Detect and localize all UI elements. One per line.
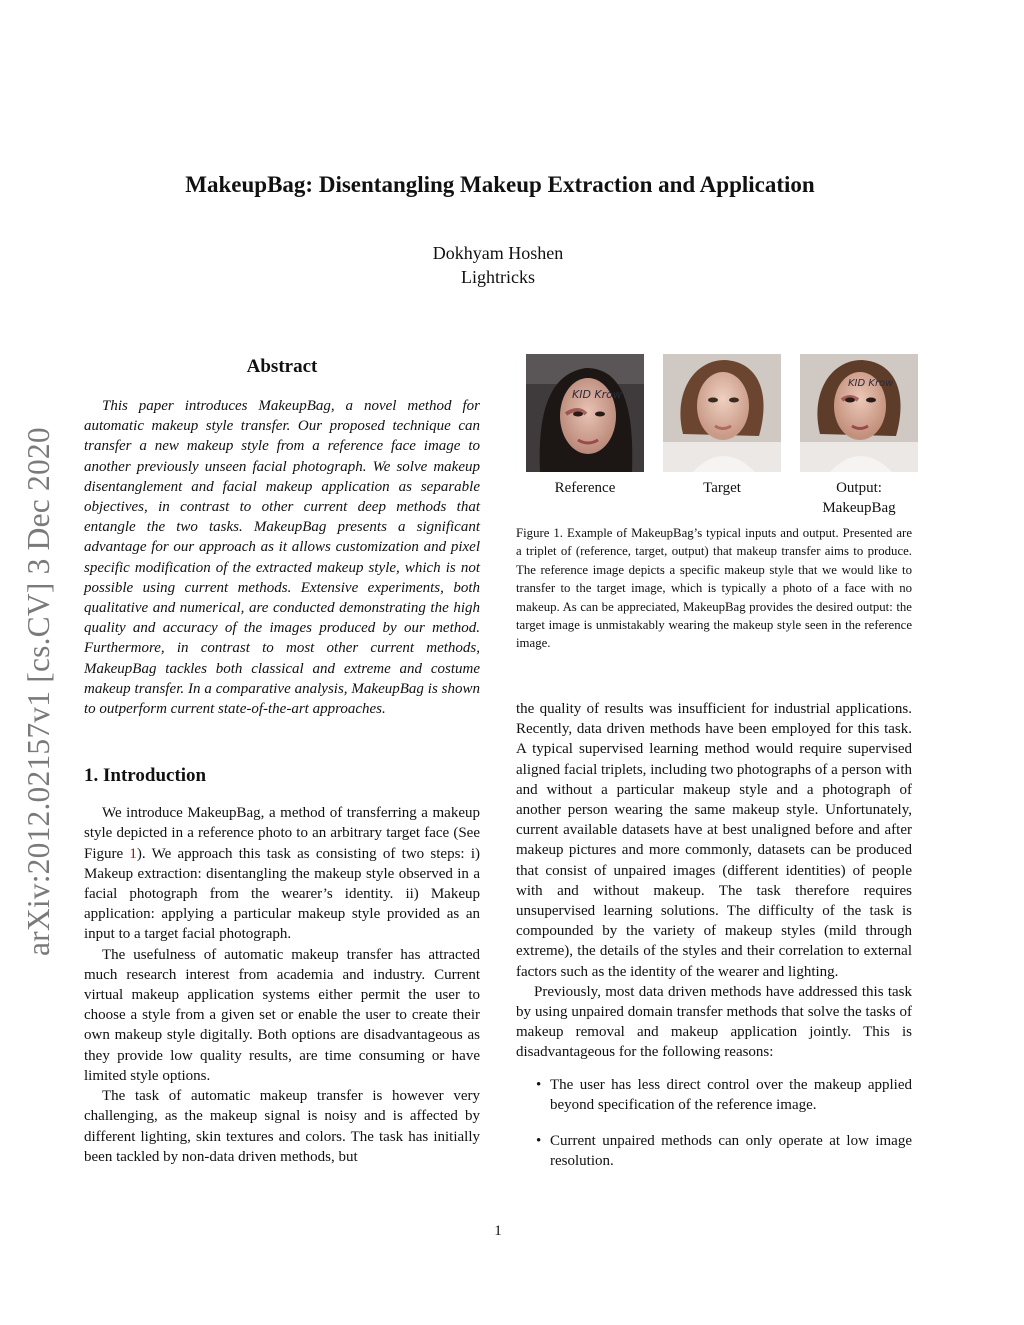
author-block — [0, 241, 996, 289]
label-output: Output: MakeupBag — [822, 480, 896, 516]
figure-1-caption: Figure 1. Example of MakeupBag’s typical inputs and output. Presented are a triplet of (reference, target, output) that makeup transfer aims to produce. The reference image depicts a specific makeup style that we would like to transfer to the target image, which is typically a photo of a face with no makeup. As can be appreciated, MakeupBag provides the desired output: the target image is unmistakably wearing the makeup style seen in the reference image. — [516, 526, 912, 651]
introduction-heading: 1. Introduction — [84, 765, 207, 787]
output-photo — [800, 354, 918, 472]
intro-p1-text-a: We introduce MakeupBag, a method of transferring a makeup style depicted in a reference photo to an arbitrary target face (See Figure — [84, 805, 480, 862]
intro-paragraph-2: The usefulness of automatic makeup transfer has attracted much research interest from academia and industry. Current virtual makeup application systems either permit the user to choose a style from a given set or enable the user to create their own makeup style digitally. Both options are disadvantageous as they provide low quality results, are time consuming or have limited style options. — [84, 946, 480, 1084]
intro-paragraph-3: The task of automatic makeup transfer is however very challenging, as the makeup signal is noisy and is affected by different lighting, skin textures and colors. The task has initially been tackled by non-data driven methods, but — [84, 1088, 480, 1165]
abstract-text: This paper introduces MakeupBag, a novel method for automatic makeup style transfer. Our proposed technique can transfer a new makeup style from a reference face image to another previously unseen facial photograph. We solve makeup disentanglement and facial makeup application as separable objectives, in contrast to other current deep methods that entangle the two tasks. MakeupBag presents a significant advantage for our approach as it allows customization and pixel specific modification of the extracted makeup style, which is not possible using current methods. Extensive experiments, both qualitative and numerical, are conducted demonstrating the high quality and accuracy of the images produced by our method. Furthermore, in contrast to most other current methods, MakeupBag tackles both classical and extreme and costume makeup transfer. In a comparative analysis, MakeupBag is shown to outperform current state-of-the-art approaches. — [84, 398, 480, 718]
intro-paragraph-1 — [84, 803, 480, 944]
right-paragraph-1: the quality of results was insufficient for industrial applications. Recently, data driven methods have been employed for this task. A typical supervised learning method would require supervised aligned facial triplets, including two photographs of a person with and without a particular makeup style and a photograph of another person wearing the same makeup style. Unfortunately, current available datasets have at best unaligned before and after makeup pictures and more commonly, datasets can be produced that consist of unpaired images (different identities) of people with and without makeup. The task therefore requires unsupervised learning solutions. The difficulty of the task is compounded by the variety of makeup styles (mild through extreme), the details of the styles and their correlation to external factors such as the identity of the wearer and lighting. — [516, 701, 912, 980]
abstract-heading: Abstract — [246, 356, 318, 377]
label-target: Target — [703, 480, 741, 496]
arxiv-identifier: arXiv:2012.02157v1 [cs.CV] 3 Dec 2020 — [21, 427, 56, 956]
figure-1 — [516, 354, 912, 653]
list-item: • Current unpaired methods can only operate at low image resolution. — [536, 1133, 912, 1170]
reference-face-paint: KID Krow — [572, 388, 622, 401]
figure-cell-reference — [526, 354, 644, 518]
bullet-marker: • — [536, 1133, 542, 1150]
target-photo — [663, 354, 781, 472]
reasons-list — [516, 1075, 912, 1172]
figure-1-link[interactable]: 1 — [129, 845, 137, 862]
author-affiliation: Lightricks — [461, 267, 535, 287]
reference-photo — [526, 354, 644, 472]
page-number: 1 — [494, 1223, 502, 1239]
label-reference: Reference — [554, 480, 616, 496]
intro-p1-text-b: ). We approach this task as consisting of two steps: i) Makeup extraction: disentangling the makeup style observed in a facial photograph from the wearer’s identity. ii) Makeup application: applying a particular makeup style provided as an input to a target facial photograph. — [84, 845, 480, 943]
author-name: Dokhyam Hoshen — [432, 243, 564, 263]
paper-title: MakeupBag: Disentangling Makeup Extraction and Application — [185, 172, 815, 197]
figure-cell-target — [663, 354, 781, 518]
figure-cell-output — [800, 354, 918, 518]
left-column — [84, 354, 480, 1167]
figure-image-row — [526, 354, 918, 518]
bullet-marker: • — [536, 1076, 542, 1093]
list-item: • The user has less direct control over the makeup applied beyond specification of the reference image. — [536, 1076, 912, 1113]
right-column-body — [516, 699, 912, 1187]
output-face-paint: KID Krow — [848, 378, 894, 389]
right-paragraph-2: Previously, most data driven methods have addressed this task by using unpaired domain transfer methods that solve the tasks of makeup removal and makeup application jointly. This is disadvantageous for the following reasons: — [516, 983, 912, 1061]
